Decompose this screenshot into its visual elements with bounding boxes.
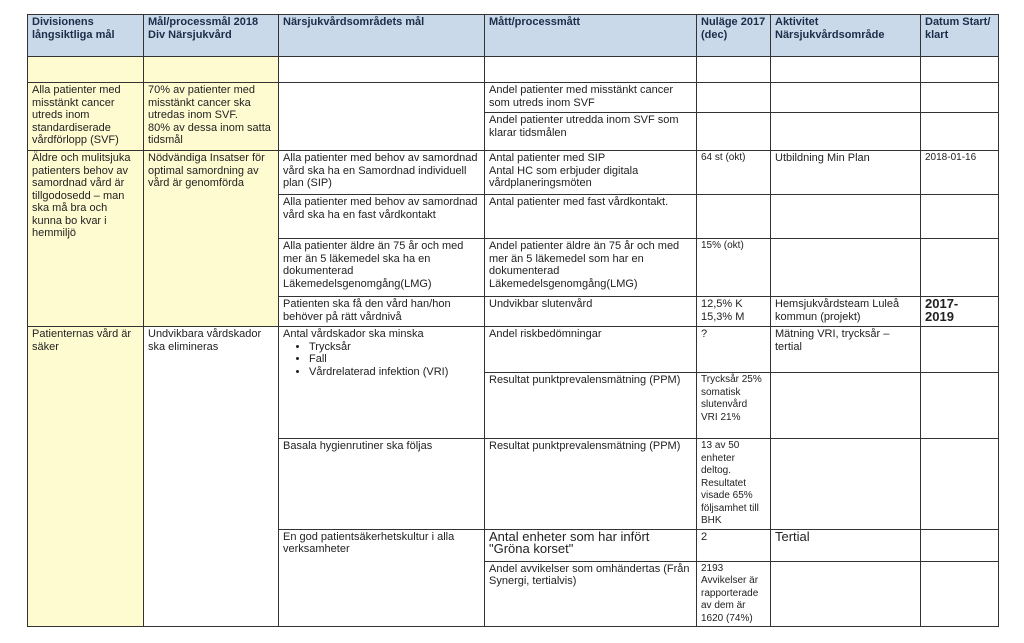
empty-cell <box>921 57 999 83</box>
empty-cell <box>771 373 921 439</box>
cross-status: 2 <box>697 529 771 561</box>
header-status: Nuläge 2017 (dec) <box>697 15 771 57</box>
empty-cell <box>771 561 921 627</box>
empty-cell <box>771 83 921 113</box>
empty-cell <box>771 195 921 239</box>
deviation-status: 2193 Avvikelser är rapporterade av dem är 1620 (74%) <box>697 561 771 627</box>
header-date: Datum Start/ klart <box>921 15 999 57</box>
contact-goal: Alla patienter med behov av samordnad vård ska ha en fast vårdkontakt <box>279 195 485 239</box>
cross-activity: Tertial <box>771 529 921 561</box>
safety-process: Undvikbara vårdskador ska elimineras <box>144 327 279 627</box>
empty-cell <box>921 561 999 627</box>
risk-activity: Mätning VRI, trycksår – tertial <box>771 327 921 373</box>
header-row <box>28 15 999 57</box>
sip-status: 64 st (okt) <box>697 151 771 195</box>
elderly-goal: Äldre och mulitsjuka patienters behov av samordnad vård är tillgodosedd – man ska må bra och kunna bo kvar i hemmiljö <box>28 151 144 327</box>
empty-cell <box>921 373 999 439</box>
empty-cell <box>771 239 921 297</box>
empty-cell <box>771 113 921 151</box>
header-activity: Aktivitet Närsjukvårdsområde <box>771 15 921 57</box>
injury-goal <box>279 327 485 439</box>
hygiene-goal: Basala hygienrutiner ska följas <box>279 439 485 530</box>
empty-cell <box>921 83 999 113</box>
svf-measure-2: Andel patienter utredda inom SVF som klarar tidsmålen <box>485 113 697 151</box>
header-measure: Mått/processmått <box>485 15 697 57</box>
header-area-goal: Närsjukvårdsområdets mål <box>279 15 485 57</box>
contact-measure: Antal patienter med fast vårdkontakt. <box>485 195 697 239</box>
sip-activity: Utbildning Min Plan <box>771 151 921 195</box>
empty-cell <box>921 529 999 561</box>
injury-list <box>283 341 480 379</box>
empty-cell <box>921 439 999 530</box>
empty-cell <box>921 239 999 297</box>
empty-cell <box>921 195 999 239</box>
ppm-measure: Resultat punktprevalensmätning (PPM) <box>485 373 697 439</box>
table-row <box>28 327 999 373</box>
sip-goal: Alla patienter med behov av samordnad vård ska ha en Samordnad individuell plan (SIP) <box>279 151 485 195</box>
ppm-status: Trycksår 25% somatisk slutenvård VRI 21% <box>697 373 771 439</box>
empty-cell <box>921 327 999 373</box>
empty-cell <box>28 57 144 83</box>
empty-cell <box>485 57 697 83</box>
empty-cell <box>771 439 921 530</box>
lmg-status: 15% (okt) <box>697 239 771 297</box>
lmg-goal: Alla patienter äldre än 75 år och med mer än 5 läkemedel ska ha en dokumenterad Läkemedelsgenomgång(LMG) <box>279 239 485 297</box>
table-row <box>28 83 999 113</box>
empty-cell <box>279 83 485 151</box>
sip-date: 2018-01-16 <box>921 151 999 195</box>
list-item: • Vårdrelaterad infektion (VRI) <box>309 366 480 379</box>
goals-table <box>27 14 999 627</box>
list-item: • Trycksår <box>309 341 480 354</box>
carelevel-activity: Hemsjukvårdsteam Luleå kommun (projekt) <box>771 297 921 327</box>
table-row <box>28 151 999 195</box>
header-long-term-goal: Divisionens långsiktliga mål <box>28 15 144 57</box>
risk-status: ? <box>697 327 771 373</box>
empty-cell <box>697 113 771 151</box>
empty-cell <box>921 113 999 151</box>
svf-measure-1: Andel patienter med misstänkt cancer som utreds inom SVF <box>485 83 697 113</box>
carelevel-goal: Patienten ska få den vård han/hon behöver på rätt vårdnivå <box>279 297 485 327</box>
carelevel-status: 12,5% K 15,3% M <box>697 297 771 327</box>
culture-goal: En god patientsäkerhetskultur i alla verksamheter <box>279 529 485 627</box>
empty-cell <box>279 57 485 83</box>
hygiene-measure: Resultat punktprevalensmätning (PPM) <box>485 439 697 530</box>
deviation-measure: Andel avvikelser som omhändertas (Från Synergi, tertialvis) <box>485 561 697 627</box>
sip-measure: Antal patienter med SIP Antal HC som erbjuder digitala vårdplaneringsmöten <box>485 151 697 195</box>
empty-cell <box>697 83 771 113</box>
risk-measure: Andel riskbedömningar <box>485 327 697 373</box>
elderly-process: Nödvändiga Insatser för optimal samordning av vård är genomförda <box>144 151 279 327</box>
empty-cell <box>144 57 279 83</box>
empty-cell <box>697 195 771 239</box>
lmg-measure: Andel patienter äldre än 75 år och med mer än 5 läkemedel som har en dokumenterad Läkemedelsgenomgång(LMG) <box>485 239 697 297</box>
empty-cell <box>697 57 771 83</box>
svf-process: 70% av patienter med misstänkt cancer ska utredas inom SVF. 80% av dessa inom satta tidsmål <box>144 83 279 151</box>
header-process-goal: Mål/processmål 2018 Div Närsjukvård <box>144 15 279 57</box>
safety-goal: Patienternas vård är säker <box>28 327 144 627</box>
injury-goal-title: Antal vårdskador ska minska <box>283 328 424 340</box>
spacer-row <box>28 57 999 83</box>
svf-goal: Alla patienter med misstänkt cancer utreds inom standardiserade vårdförlopp (SVF) <box>28 83 144 151</box>
hygiene-status: 13 av 50 enheter deltog. Resultatet visade 65% följsamhet till BHK <box>697 439 771 530</box>
carelevel-date: 2017- 2019 <box>921 297 999 327</box>
empty-cell <box>771 57 921 83</box>
cross-measure: Antal enheter som har infört "Gröna korset" <box>485 529 697 561</box>
list-item: • Fall <box>309 353 480 366</box>
carelevel-measure: Undvikbar slutenvård <box>485 297 697 327</box>
